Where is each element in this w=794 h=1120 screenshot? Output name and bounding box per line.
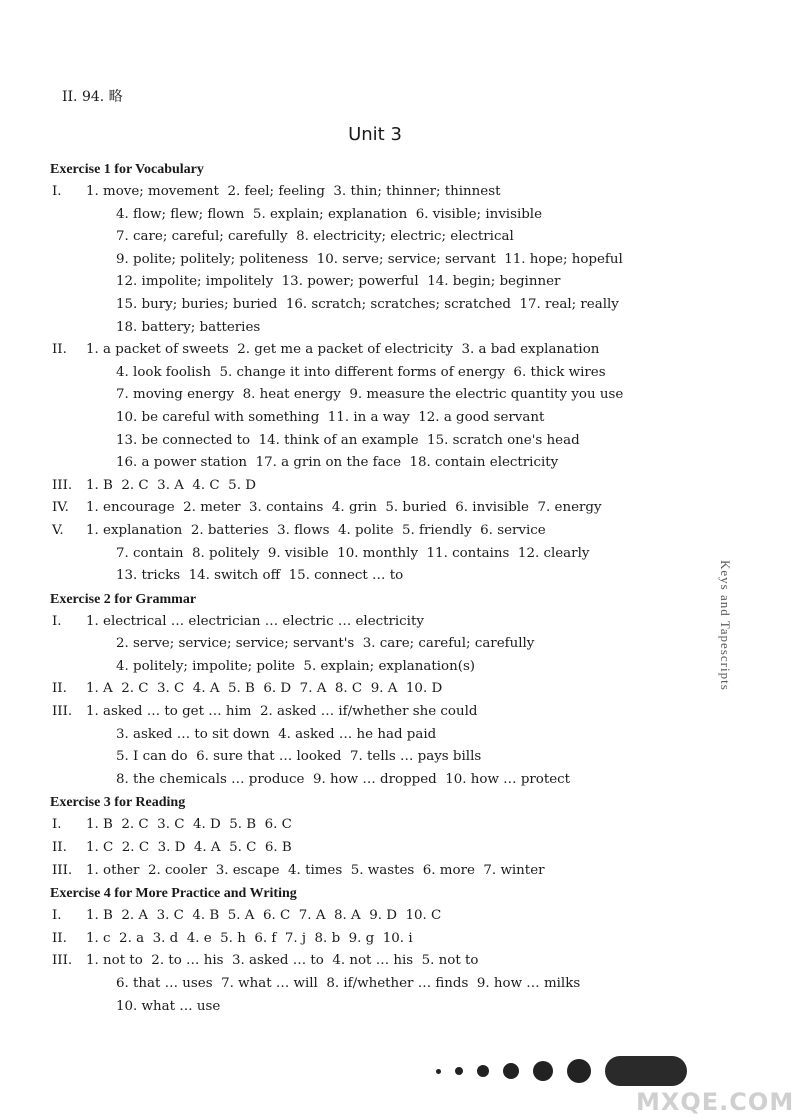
section-numeral — [50, 452, 82, 475]
answer-text: 7. moving energy 8. heat energy 9. measure the electric quantity you use — [116, 387, 624, 403]
answer-row — [50, 271, 690, 294]
answer-row — [50, 317, 690, 340]
decoration-dot — [503, 1063, 519, 1079]
section-numeral — [50, 565, 82, 588]
answer-text: 1. move; movement 2. feel; feeling 3. thin; thinner; thinnest — [86, 184, 501, 199]
row-indent — [82, 249, 116, 272]
section-numeral: IV. — [52, 500, 69, 516]
section-numeral: III. — [52, 704, 73, 720]
section-numeral — [50, 317, 82, 340]
section-numeral — [50, 543, 82, 566]
row-indent — [82, 407, 116, 430]
answer-text: 4. flow; flew; flown 5. explain; explanation 6. visible; invisible — [116, 206, 543, 222]
row-indent — [82, 656, 116, 679]
row-indent — [82, 633, 116, 656]
row-indent — [82, 384, 116, 407]
answer-row — [50, 656, 690, 679]
answer-text: 1. asked … to get … him 2. asked … if/whether she could — [86, 704, 478, 720]
exercise-title: Exercise 2 for Grammar — [50, 591, 197, 607]
answer-text: 1. c 2. a 3. d 4. e 5. h 6. f 7. j 8. b 9. g 10. i — [86, 930, 413, 946]
section-numeral: I. — [52, 613, 62, 629]
row-indent — [82, 769, 116, 792]
section-numeral — [50, 407, 82, 430]
section-numeral: I. — [52, 817, 62, 833]
answer-text: 7. contain 8. politely 9. visible 10. monthly 11. contains 12. clearly — [116, 545, 590, 561]
answer-row — [50, 362, 690, 385]
section-numeral — [50, 271, 82, 294]
answer-text: 3. asked … to sit down 4. asked … he had paid — [116, 726, 437, 742]
row-indent — [82, 543, 116, 566]
row-indent — [82, 317, 116, 340]
answer-row — [50, 996, 690, 1019]
row-indent — [82, 565, 116, 588]
exercise-title: Exercise 3 for Reading — [50, 795, 186, 811]
answer-row — [50, 678, 690, 701]
section-numeral — [50, 384, 82, 407]
answer-row — [50, 452, 690, 475]
top-line: II. 94. 略 — [62, 89, 123, 105]
answer-text: 15. bury; buries; buried 16. scratch; scratches; scratched 17. real; really — [116, 296, 619, 312]
answer-text: 8. the chemicals … produce 9. how … dropped 10. how … protect — [116, 771, 571, 787]
answer-row — [50, 181, 690, 204]
exercise-title: Exercise 4 for More Practice and Writing — [50, 886, 297, 902]
answer-row — [50, 746, 690, 769]
answer-row — [50, 204, 690, 227]
answer-row — [50, 905, 690, 928]
section-numeral — [50, 430, 82, 453]
answer-row — [50, 973, 690, 996]
row-indent — [82, 204, 116, 227]
section-numeral — [50, 226, 82, 249]
answer-text: 2. serve; service; service; servant's 3. care; careful; carefully — [116, 636, 535, 652]
answer-text: 1. A 2. C 3. C 4. A 5. B 6. D 7. A 8. C 9. A 10. D — [86, 681, 443, 697]
decoration-dot — [533, 1061, 553, 1081]
section-numeral — [50, 656, 82, 679]
answer-row — [50, 928, 690, 951]
answer-row — [50, 407, 690, 430]
row-indent — [82, 271, 116, 294]
answer-text: 13. tricks 14. switch off 15. connect … to — [116, 568, 404, 584]
answer-row — [50, 769, 690, 792]
section-numeral: III. — [52, 862, 73, 878]
section-numeral: II. — [52, 342, 67, 358]
section-numeral: III. — [52, 953, 73, 969]
section-numeral — [50, 973, 82, 996]
answer-row — [50, 701, 690, 724]
decoration-dot — [567, 1059, 591, 1083]
answer-text: 1. B 2. C 3. A 4. C 5. D — [86, 477, 256, 493]
page-number-blob — [605, 1056, 687, 1086]
answer-text: 4. look foolish 5. change it into different forms of energy 6. thick wires — [116, 364, 606, 380]
watermark-text: MXQE.COM — [636, 1088, 794, 1116]
section-numeral — [50, 204, 82, 227]
answer-text: 13. be connected to 14. think of an example 15. scratch one's head — [116, 432, 580, 448]
section-numeral — [50, 633, 82, 656]
answer-text: 9. polite; politely; politeness 10. serve; service; servant 11. hope; hopeful — [116, 251, 623, 267]
answer-key-content — [50, 158, 690, 1018]
answer-row — [50, 430, 690, 453]
section-numeral: I. — [52, 908, 62, 924]
answer-row — [50, 520, 690, 543]
section-numeral — [50, 249, 82, 272]
answer-text: 1. explanation 2. batteries 3. flows 4. polite 5. friendly 6. service — [86, 522, 546, 538]
answer-text: 1. C 2. C 3. D 4. A 5. C 6. B — [86, 840, 292, 856]
answer-row — [50, 814, 690, 837]
answer-row — [50, 565, 690, 588]
section-numeral: I. — [52, 184, 62, 199]
answer-text: 10. what … use — [116, 998, 221, 1014]
row-indent — [82, 362, 116, 385]
row-indent — [82, 746, 116, 769]
section-numeral: II. — [52, 840, 67, 856]
answer-row — [50, 543, 690, 566]
answer-row — [50, 226, 690, 249]
decoration-dot — [436, 1069, 441, 1074]
side-margin-label: Keys and Tapescripts — [718, 560, 733, 691]
decoration-dot — [477, 1065, 489, 1077]
answer-row — [50, 497, 690, 520]
unit-title: Unit 3 — [348, 124, 402, 145]
section-numeral — [50, 996, 82, 1019]
answer-row — [50, 860, 690, 883]
answer-row — [50, 294, 690, 317]
answer-text: 1. other 2. cooler 3. escape 4. times 5. wastes 6. more 7. winter — [86, 862, 545, 878]
answer-text: 1. B 2. A 3. C 4. B 5. A 6. C 7. A 8. A 9. D 10. C — [86, 908, 442, 924]
row-indent — [82, 430, 116, 453]
answer-row — [50, 339, 690, 362]
exercise-title: Exercise 1 for Vocabulary — [50, 162, 204, 177]
answer-row — [50, 724, 690, 747]
section-numeral: III. — [52, 477, 73, 493]
answer-text: 16. a power station 17. a grin on the face 18. contain electricity — [116, 455, 559, 471]
answer-text: 6. that … uses 7. what … will 8. if/whether … finds 9. how … milks — [116, 976, 581, 991]
answer-row — [50, 950, 690, 973]
answer-text: 1. encourage 2. meter 3. contains 4. grin 5. buried 6. invisible 7. energy — [86, 500, 602, 516]
answer-row — [50, 837, 690, 860]
decoration-dot — [455, 1067, 463, 1075]
answer-text: 4. politely; impolite; polite 5. explain; explanation(s) — [116, 658, 476, 674]
answer-row — [50, 611, 690, 634]
answer-row — [50, 384, 690, 407]
row-indent — [82, 226, 116, 249]
answer-text: 10. be careful with something 11. in a way 12. a good servant — [116, 409, 545, 425]
section-numeral — [50, 769, 82, 792]
section-numeral — [50, 746, 82, 769]
answer-text: 7. care; careful; carefully 8. electricity; electric; electrical — [116, 229, 514, 245]
section-numeral: II. — [52, 681, 67, 697]
answer-row — [50, 249, 690, 272]
section-numeral — [50, 294, 82, 317]
section-numeral — [50, 362, 82, 385]
section-numeral: V. — [52, 522, 64, 538]
answer-text: 1. B 2. C 3. C 4. D 5. B 6. C — [86, 817, 292, 833]
row-indent — [82, 452, 116, 475]
section-numeral: II. — [52, 930, 67, 946]
answer-text: 1. not to 2. to … his 3. asked … to 4. not … his 5. not to — [86, 953, 479, 969]
answer-text: 18. battery; batteries — [116, 319, 261, 335]
page-decoration-dots — [436, 1056, 687, 1086]
row-indent — [82, 973, 116, 996]
answer-text: 1. electrical … electrician … electric … electricity — [86, 613, 424, 629]
answer-text: 12. impolite; impolitely 13. power; powerful 14. begin; beginner — [116, 274, 561, 290]
section-numeral — [50, 724, 82, 747]
row-indent — [82, 294, 116, 317]
row-indent — [82, 996, 116, 1019]
answer-row — [50, 475, 690, 498]
row-indent — [82, 724, 116, 747]
answer-text: 1. a packet of sweets 2. get me a packet of electricity 3. a bad explanation — [86, 342, 600, 358]
answer-row — [50, 633, 690, 656]
answer-text: 5. I can do 6. sure that … looked 7. tells … pays bills — [116, 749, 482, 765]
